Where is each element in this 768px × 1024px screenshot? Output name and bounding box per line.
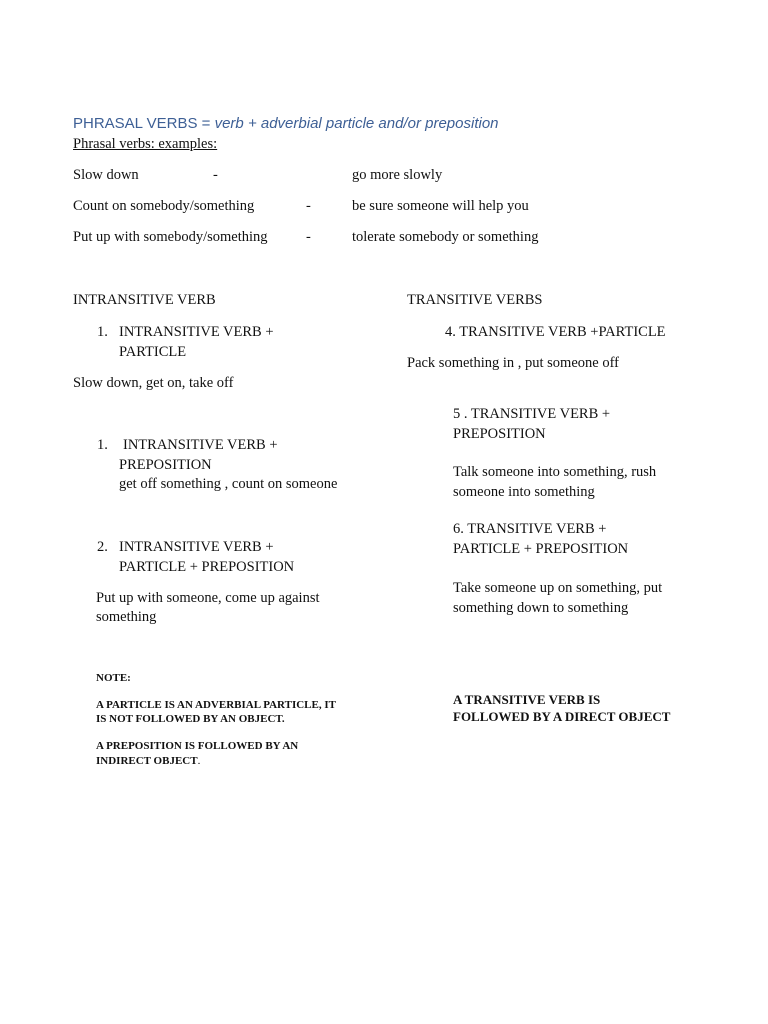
page-title <box>73 115 499 132</box>
item3-number: 2. <box>97 539 108 555</box>
note-preposition-period: . <box>197 755 201 767</box>
item1-line2: PARTICLE <box>119 344 187 360</box>
item1-line1: INTRANSITIVE VERB + <box>119 324 274 340</box>
example-meaning-1: go more slowly <box>352 167 443 183</box>
item1-number: 1. <box>97 324 108 340</box>
item6-example-line2: something down to something <box>453 600 629 616</box>
item2-number: 1. <box>97 437 108 453</box>
example-verb-3: Put up with somebody/something <box>73 229 268 245</box>
item2-example: get off something , count on someone <box>119 476 338 492</box>
item2-line2: PREPOSITION <box>119 457 212 473</box>
item2-line1: INTRANSITIVE VERB + <box>123 437 278 453</box>
example-dash-3: - <box>306 229 311 245</box>
note-preposition-line2 <box>96 753 200 769</box>
title-prefix: PHRASAL VERBS = <box>73 115 215 132</box>
item1-example: Slow down, get on, take off <box>73 375 234 391</box>
note-particle-line2: IS NOT FOLLOWED BY AN OBJECT. <box>96 713 285 725</box>
transitive-heading: TRANSITIVE VERBS <box>407 292 543 308</box>
example-verb-1: Slow down <box>73 167 139 183</box>
note-label: NOTE: <box>96 672 131 684</box>
item3-example-line1: Put up with someone, come up against <box>96 590 320 606</box>
transitive-summary-line2: FOLLOWED BY A DIRECT OBJECT <box>453 709 671 724</box>
example-dash-2: - <box>306 198 311 214</box>
example-meaning-3: tolerate somebody or something <box>352 229 539 245</box>
item4-example: Pack something in , put someone off <box>407 355 619 371</box>
transitive-summary-line1: A TRANSITIVE VERB IS <box>453 692 601 707</box>
item5-example-line2: someone into something <box>453 484 595 500</box>
title-formula: verb + adverbial particle and/or preposition <box>214 115 499 132</box>
item3-line1: INTRANSITIVE VERB + <box>119 539 274 555</box>
example-dash-1: - <box>213 167 218 183</box>
item3-example-line2: something <box>96 609 157 625</box>
example-verb-2: Count on somebody/something <box>73 198 255 214</box>
example-meaning-2: be sure someone will help you <box>352 198 529 214</box>
note-preposition-text: INDIRECT OBJECT <box>96 755 198 767</box>
item6-line2: PARTICLE + PREPOSITION <box>453 541 629 557</box>
item4-heading: 4. TRANSITIVE VERB +PARTICLE <box>445 324 666 340</box>
intransitive-heading: INTRANSITIVE VERB <box>73 292 216 308</box>
item6-example-line1: Take someone up on something, put <box>453 580 663 596</box>
note-preposition-line1: A PREPOSITION IS FOLLOWED BY AN <box>96 740 299 752</box>
subtitle: Phrasal verbs: examples: <box>73 136 218 152</box>
item5-line2: PREPOSITION <box>453 426 546 442</box>
item5-line1: 5 . TRANSITIVE VERB + <box>453 406 611 422</box>
item3-line2: PARTICLE + PREPOSITION <box>119 559 295 575</box>
note-particle-line1: A PARTICLE IS AN ADVERBIAL PARTICLE, IT <box>96 699 336 711</box>
item5-example-line1: Talk someone into something, rush <box>453 464 657 480</box>
item6-line1: 6. TRANSITIVE VERB + <box>453 521 607 537</box>
